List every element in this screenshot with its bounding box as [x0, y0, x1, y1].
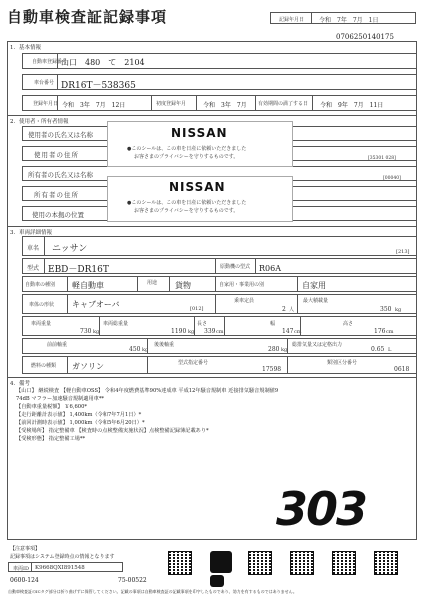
- qr-code-icon: [248, 551, 272, 575]
- weight-value: 730: [80, 328, 92, 335]
- engine-label: 原動機の型式: [220, 264, 251, 270]
- privacy-note-2a: ●このシールは、この車を日産に依頼いただきました: [127, 200, 247, 206]
- front-axle-unit: kg: [142, 347, 149, 353]
- owner-code-2: [00040]: [383, 176, 401, 181]
- front-axle-label: 前前軸重: [47, 342, 68, 348]
- capacity-unit: 人: [289, 307, 295, 313]
- gross-value: 1190: [171, 328, 187, 335]
- first-reg-label: 初度登録年月: [156, 101, 187, 107]
- length-unit: cm: [216, 329, 224, 335]
- width-value: 147: [282, 328, 294, 335]
- gross-label: 車両総重量: [103, 321, 129, 327]
- section-owner: 2．使用者・所有者情報: [10, 119, 69, 125]
- weight-unit: kg: [93, 329, 100, 335]
- vehicle-id-value: K9668QXI891548: [35, 565, 85, 571]
- type-no-value: 17598: [262, 366, 282, 373]
- privacy-note-1a: ●このシールは、この車を日産に依頼いただきました: [127, 146, 247, 152]
- vehicle-id-box: [8, 562, 123, 572]
- use-label: 用途: [147, 280, 158, 286]
- maker-code: [213]: [396, 249, 410, 255]
- section-basic: 1．基本情報: [10, 45, 41, 51]
- qr-code-icon: [168, 551, 192, 575]
- base-label: 使用の本拠の位置: [32, 211, 84, 219]
- section-vehicle: 3．車両詳細情報: [10, 230, 52, 236]
- remark-line: 【前回計測時表示値】 1,000km（令和5年6月20日）*: [16, 420, 145, 426]
- left-code: 0600-124: [10, 577, 39, 584]
- maxload-unit: kg: [395, 307, 402, 313]
- private-label: 自家用・事業用の別: [219, 282, 265, 288]
- front-axle-value: 450: [129, 346, 141, 353]
- height-unit: cm: [386, 329, 394, 335]
- kind-label: 自動車の種別: [25, 282, 56, 288]
- disp-value: 0.65: [371, 346, 385, 353]
- plate-value: 山口 480 て 2104: [61, 58, 145, 67]
- remark-line: 【山口】 継続検査 【軽自動車OSS】 令和4年度燃費基準90%達成車 平成12年騒音規制車 近接排気騒音規制値9: [16, 388, 279, 394]
- expiry-value: 令和 9年 7月 11日: [320, 102, 384, 109]
- capacity-label: 乗車定員: [234, 298, 255, 304]
- maker-label: 車名: [27, 245, 40, 252]
- privacy-note-2b: お客さまのプライバシーを守りするものです。: [134, 208, 239, 214]
- type-no-label: 型式指定番号: [178, 360, 209, 366]
- nissan-logo-1: NISSAN: [171, 126, 228, 140]
- fuel-value: ガソリン: [72, 362, 104, 371]
- remark-line: 【自動車重量税額】 ￥6,600*: [16, 404, 87, 410]
- reg-date-value: 令和 3年 7月 12日: [62, 102, 126, 109]
- model-value: EBD－DR16T: [48, 265, 109, 275]
- expiry-label: 有効期間の満了する日: [258, 101, 309, 107]
- rear-axle-unit: kg: [281, 347, 288, 353]
- nissan-logo-2: NISSAN: [169, 180, 226, 194]
- reg-date-label: 登録年月日: [33, 101, 59, 107]
- owner-code-1: [35301 028]: [368, 156, 396, 161]
- gross-unit: kg: [188, 329, 195, 335]
- remark-line: 【走行距離計表示値】 1,400km（令和7年7月1日）*: [16, 412, 142, 418]
- width-label: 幅: [270, 321, 276, 327]
- axle-box: [22, 338, 417, 354]
- record-date-value: 令和 7年 7月 1日: [319, 17, 379, 24]
- kind-value: 軽自動車: [72, 281, 104, 290]
- section-remarks: 4．備考: [10, 381, 30, 387]
- fuel-label: 燃料の種類: [31, 363, 57, 369]
- qr-code-icon: [290, 551, 314, 575]
- handwritten-number: 303: [276, 482, 367, 536]
- remark-line: 【受検場所】 指定整備車 【検査時の点検整備実施状況】点検整備記録簿記載あり*: [16, 428, 209, 434]
- class-no-value: 0618: [394, 366, 410, 373]
- owner-name-label: 所有者の氏名又は名称: [28, 171, 93, 179]
- notes-text: 記録事項はシステム登録時点の情報となります: [10, 554, 115, 560]
- qr-code-icon: [374, 551, 398, 575]
- qr-code-icon: [332, 551, 356, 575]
- rear-axle-label: 後後軸重: [154, 342, 175, 348]
- page-title: 自動車検査証記録事項: [7, 8, 168, 26]
- weight-label: 車両重量: [31, 321, 52, 327]
- ic-chip-mark-icon: [210, 551, 232, 573]
- owner-addr-label: 所有者の住所: [34, 191, 79, 199]
- vehicle-id-label: 車両ID: [13, 566, 29, 572]
- user-name-label: 使用者の氏名又は名称: [28, 131, 93, 139]
- height-label: 高さ: [343, 321, 354, 327]
- disp-unit: L: [388, 347, 392, 353]
- class-no-label: 類別区分番号: [327, 360, 358, 366]
- user-addr-label: 使用者の住所: [34, 151, 79, 159]
- record-date-box: [270, 12, 416, 24]
- serial-number: 0706250140175: [336, 33, 394, 41]
- maxload-value: 350: [380, 306, 392, 313]
- plate-label: 自動車登録番号: [32, 59, 68, 65]
- first-reg-value: 令和 3年 7月: [203, 102, 247, 109]
- maker-value: ニッサン: [52, 244, 88, 254]
- remark-line: 【受検形態】 指定整備工場**: [16, 436, 86, 442]
- body-label: 車体の形状: [29, 302, 55, 308]
- mid-code: 75-00522: [118, 577, 147, 584]
- body-value: キャブオーバ: [72, 300, 120, 309]
- remark-line: 74dB マフラー加速騒音規制適用車**: [16, 396, 105, 402]
- model-label: 型式: [27, 265, 40, 272]
- rear-axle-value: 280: [268, 346, 280, 353]
- maxload-label: 最大積載量: [303, 298, 329, 304]
- engine-value: R06A: [259, 264, 281, 273]
- vin-label: 車台番号: [34, 80, 55, 86]
- capacity-value: 2: [282, 306, 286, 313]
- record-date-label: 記録年月日: [279, 17, 305, 23]
- length-value: 339: [204, 328, 216, 335]
- private-value: 自家用: [302, 281, 326, 290]
- ic-chip-mark-icon: [210, 575, 224, 587]
- body-code: [012]: [190, 306, 204, 312]
- notes-title: 【注意事項】: [10, 546, 41, 552]
- use-value: 貨物: [175, 281, 191, 290]
- disp-label: 総排気量又は定格出力: [292, 342, 343, 348]
- bottom-note: 自動車検査証のICタグ部分は折り曲げずに保管してください。記載の事項は自動車検査証の記載事項を印字したものであり、効力を有するものではありません。: [8, 589, 297, 594]
- privacy-note-1b: お客さまのプライバシーを守りするものです。: [134, 154, 239, 160]
- width-unit: cm: [294, 329, 302, 335]
- length-label: 長さ: [197, 321, 208, 327]
- vin-value: DR16T－538365: [61, 81, 136, 91]
- height-value: 176: [374, 328, 386, 335]
